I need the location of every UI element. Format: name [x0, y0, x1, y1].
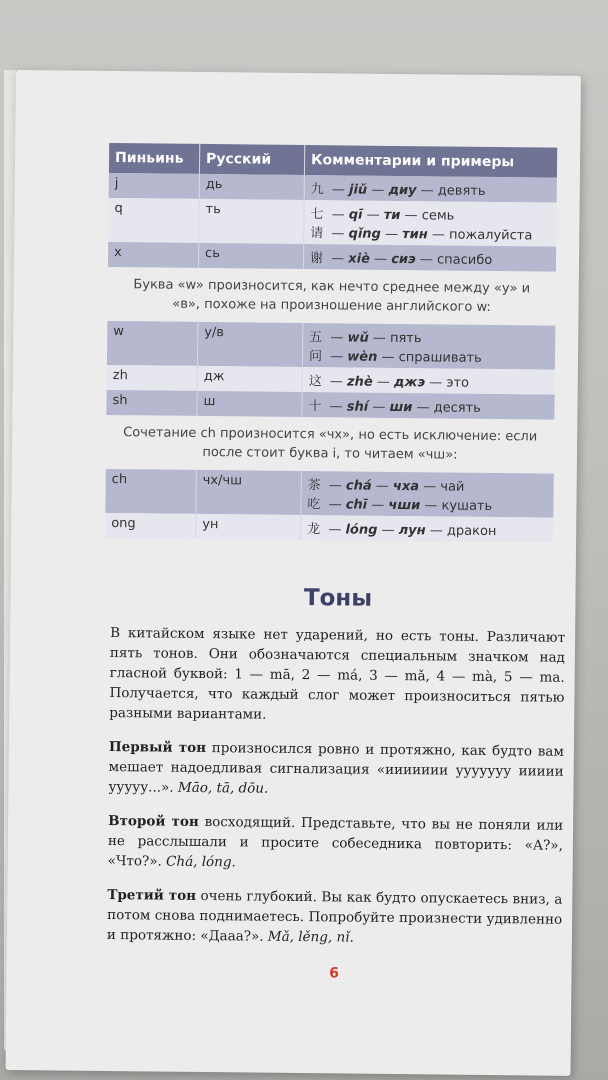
hanzi: 问	[308, 349, 323, 365]
translation: чай	[440, 479, 465, 495]
russian-transcription: ти	[383, 207, 401, 224]
translation: кушать	[441, 498, 493, 515]
example-line: 请 — qǐng — тин — пожалуйста	[310, 226, 533, 244]
examples-cell	[302, 323, 555, 370]
russian-cell: у/в	[197, 322, 302, 367]
pinyin-example: xiè	[348, 251, 371, 267]
examples-cell	[304, 175, 557, 203]
example-line: 茶 — chá — чха — чай	[307, 478, 465, 495]
tone1-example: Māo, tā, dōu.	[177, 779, 269, 797]
pinyin-example: chá	[345, 478, 372, 494]
pinyin-example: lóng	[345, 522, 378, 538]
table-row	[108, 242, 556, 272]
column-header: Русский	[199, 144, 304, 175]
hanzi: 茶	[307, 478, 321, 494]
russian-cell: дж	[197, 366, 302, 392]
hanzi: 龙	[307, 522, 321, 538]
hanzi: 请	[310, 226, 324, 242]
page-content	[105, 143, 557, 543]
pinyin-table-1	[108, 143, 557, 272]
tone2-paragraph	[108, 811, 564, 876]
pinyin-table-3	[105, 469, 554, 543]
example-line: 这 — zhè — джэ — это	[308, 374, 470, 391]
pinyin-example: chī	[345, 497, 368, 513]
page-number: 6	[329, 965, 340, 982]
tone3-title: Третий тон	[107, 887, 197, 904]
pinyin-table-2	[106, 321, 555, 420]
russian-transcription: чха	[392, 478, 420, 495]
translation: пожалуйста	[448, 227, 533, 244]
note-ch: Сочетание ch произносится «чх», но есть исключение: если после стоит буква i, то читаем «чш»:	[123, 425, 538, 463]
table-row	[108, 198, 556, 247]
tone2-text: восходящий. Представьте, что вы не поняли или не расслышали и просите собеседника повторить: «А?», «Что?».	[107, 813, 564, 870]
pinyin-cell: j	[109, 173, 200, 199]
russian-cell: сь	[198, 243, 303, 269]
example-line: 五 — wǔ — пять	[309, 330, 422, 347]
intro-paragraph: В китайском языке нет ударений, но есть тоны. Различают пять тонов. Они обозначаются специальным значком над гласной буквой: 1 — mā, 2 — má, 3 — mǎ, 4 — mà, 5 — ma. Получается, что каждый слог может произноситься пятью разными вариантами.	[109, 625, 566, 723]
tone1-title: Первый тон	[108, 739, 207, 757]
hanzi: 十	[308, 399, 322, 415]
pinyin-example: wǔ	[347, 330, 369, 346]
note-w: Буква «w» произносится, как нечто среднее между «у» и «в», похоже на произношение английского w:	[133, 277, 531, 315]
tone1-text: произносился ровно и протяжно, как будто вам мешает надоедливая сигнализация «иииииии ууууууу иииии ууууу...».	[108, 740, 564, 796]
examples-cell	[301, 471, 554, 518]
table-header-row	[109, 143, 557, 178]
tone2-example: Chá, lóng.	[166, 853, 236, 871]
pinyin-example: zhè	[346, 374, 373, 390]
russian-transcription: джэ	[393, 374, 426, 391]
russian-cell: ть	[199, 199, 304, 244]
hanzi: 谢	[309, 251, 324, 267]
book-page	[6, 70, 581, 1076]
table-row	[105, 513, 553, 543]
example-line: 十 — shí — ши — десять	[308, 399, 481, 416]
example-line: 龙 — lóng — лун — дракон	[307, 522, 497, 540]
table-row	[106, 390, 554, 420]
pinyin-cell: q	[108, 198, 199, 243]
example-line: 问 — wèn — спрашивать	[308, 349, 482, 366]
tone2-title: Второй тон	[108, 813, 199, 830]
column-header: Комментарии и примеры	[304, 145, 557, 178]
example-line: 七 — qī — ти — семь	[310, 207, 455, 224]
russian-transcription: тин	[402, 227, 428, 243]
pinyin-cell: w	[107, 321, 198, 366]
table-row	[107, 321, 555, 370]
pinyin-example: qǐng	[348, 226, 381, 242]
translation: спрашивать	[398, 350, 482, 366]
table-row	[105, 469, 553, 518]
translation: это	[446, 375, 470, 391]
pinyin-cell: sh	[106, 390, 197, 416]
example-line: 谢 — xiè — сиэ — спасибо	[309, 251, 493, 268]
russian-transcription: сиэ	[391, 251, 416, 268]
translation: пять	[389, 330, 422, 347]
example-line: 九 — jiǔ — диу — девять	[310, 182, 486, 199]
examples-cell	[304, 200, 557, 247]
pinyin-example: qī	[348, 207, 363, 223]
translation: десять	[433, 400, 481, 416]
column-header: Пиньинь	[109, 143, 200, 174]
translation: девять	[437, 183, 486, 199]
tone3-text: очень глубокий. Вы как будто опускаетесь вниз, а потом снова поднимаетесь. Попробуйте произнести удивленно и протяжно: «Дааа?».	[106, 887, 563, 945]
tone3-paragraph	[107, 885, 563, 950]
hanzi: 九	[310, 182, 324, 198]
russian-transcription: диу	[388, 182, 417, 199]
russian-cell: дь	[199, 174, 304, 200]
hanzi: 五	[309, 330, 323, 346]
russian-transcription: лун	[398, 523, 426, 539]
russian-cell: чх/чш	[196, 470, 301, 515]
examples-cell	[301, 515, 554, 543]
translation: дракон	[446, 523, 497, 540]
pinyin-cell: x	[108, 242, 199, 268]
pinyin-cell: zh	[107, 365, 198, 391]
russian-transcription: чши	[388, 497, 421, 514]
example-line: 吃 — chī — чши — кушать	[307, 497, 493, 515]
examples-cell	[302, 392, 555, 420]
examples-cell	[302, 367, 555, 395]
pinyin-cell: ch	[105, 469, 196, 514]
pinyin-example: jiǔ	[348, 182, 368, 198]
hanzi: 吃	[307, 497, 321, 513]
translation: семь	[421, 208, 455, 224]
translation: спасибо	[436, 252, 493, 268]
tone1-paragraph	[108, 737, 564, 802]
russian-cell: ун	[196, 514, 301, 540]
tones-section	[106, 561, 565, 984]
hanzi: 这	[308, 374, 322, 390]
section-heading: Тоны	[303, 585, 373, 612]
hanzi: 七	[310, 207, 324, 223]
tone3-example: Mǎ, lěng, nǐ.	[267, 928, 354, 946]
russian-transcription: ши	[389, 399, 413, 416]
russian-cell: ш	[197, 391, 302, 417]
pinyin-example: wèn	[347, 349, 378, 365]
pinyin-example: shí	[346, 399, 369, 415]
pinyin-cell: ong	[105, 513, 196, 539]
examples-cell	[303, 244, 556, 272]
